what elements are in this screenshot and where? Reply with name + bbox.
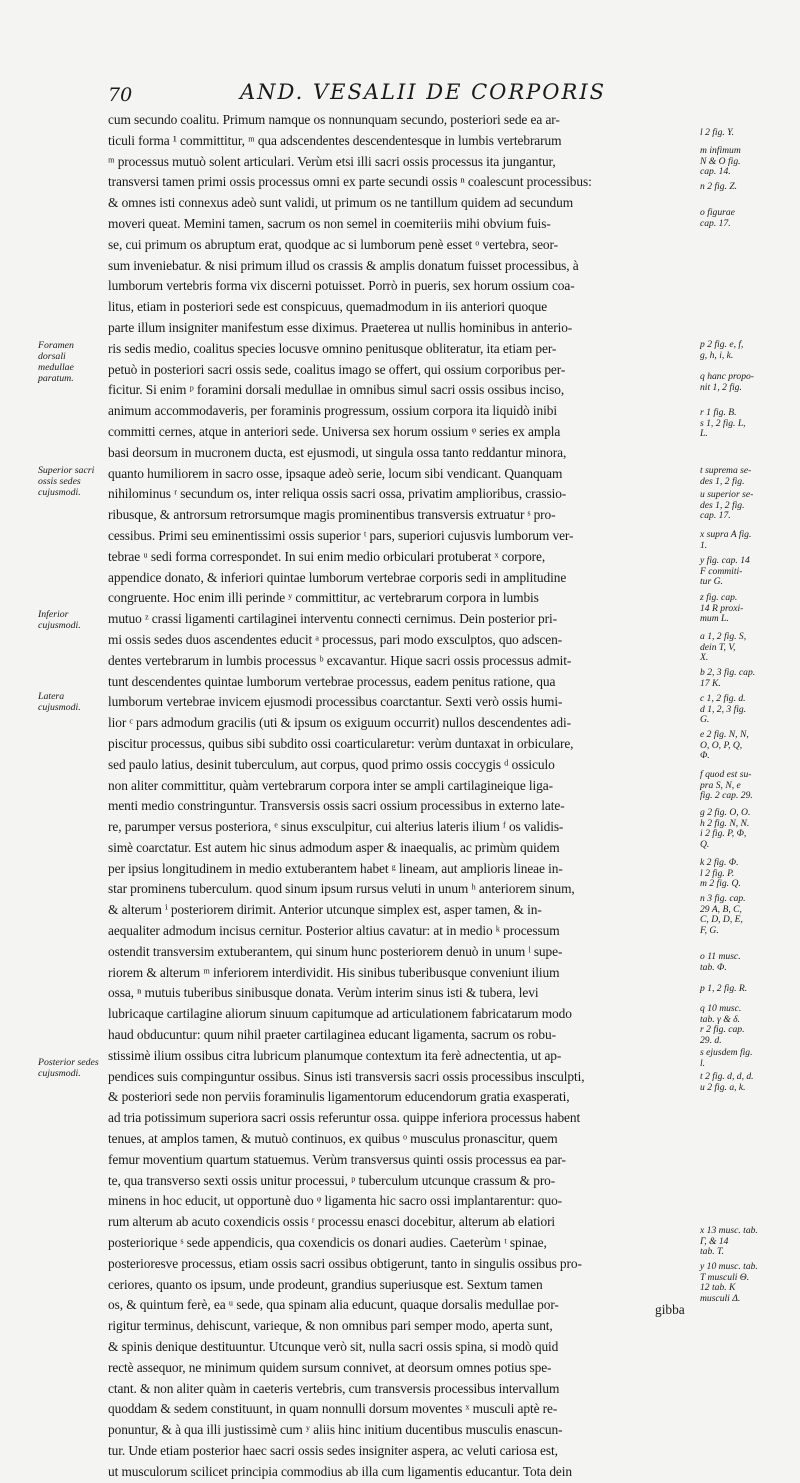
- margin-reference: t 2 fig. d, d, d. u 2 fig. a, k.: [700, 1071, 754, 1093]
- text-line: non aliter committitur, quàm vertebrarum corpora inter se ampli cartilagineique liga-: [108, 777, 553, 793]
- margin-reference: f quod est su- pra S, N, e fig. 2 cap. 29.: [700, 769, 753, 802]
- text-line: se, cui primum os abruptum erat, quodque ac si lumborum penè esset ᵒ vertebra, seor-: [108, 236, 558, 252]
- margin-reference: s ejusdem fig. l.: [700, 1047, 753, 1069]
- text-line: petuò in posteriori sacri ossis sede, coalitus imago se offert, qui ossium corporibus per-: [108, 361, 566, 377]
- margin-note-foramen: Foramen dorsali medullae paratum.: [38, 340, 74, 384]
- text-line: ticuli forma ¹ committitur, ᵐ qua adscendentes descendentesque in lumbis vertebrarum: [108, 132, 562, 148]
- margin-reference: m infimum N & O fig. cap. 14.: [700, 145, 741, 178]
- text-line: ris sedis medio, coalitus species locusve omnino penitusque obliteratur, ita etiam per-: [108, 340, 557, 356]
- text-line: riorem & alterum ᵐ inferiorem interdividit. His sinibus tuberibusque conveniunt ilium: [108, 964, 560, 980]
- text-line: posteriorique ˢ sede appendicis, qua coxendicis os donari audies. Caeterùm ᵗ spinae,: [108, 1235, 547, 1251]
- margin-reference: x supra A fig. 1.: [700, 529, 752, 551]
- text-line: quanto humiliorem in sacro osse, ipsaque adeò serie, locum sibi vendicant. Quanquam: [108, 465, 563, 481]
- text-line: lumborum vertebris forma vix discerni potuisset. Porrò in pueris, sex horum ossium coa-: [108, 278, 575, 294]
- text-line: te, qua transverso sexti ossis unitur processui, ᵖ tuberculum utcunque crassum & pro-: [108, 1172, 556, 1188]
- text-line: simè coarctatur. Est autem hic sinus admodum asper & inaequalis, ac primùm quidem: [108, 839, 560, 855]
- text-line: lumborum vertebrae invicem ejusmodi processibus coarctantur. Sexti verò ossis humi-: [108, 694, 563, 710]
- margin-reference: e 2 fig. N, N, O, O, P, Q, Φ.: [700, 729, 749, 762]
- text-line: tenues, at amplos tamen, & mutuò continuos, ex quibus ᵒ musculus pronascitur, quem: [108, 1131, 558, 1147]
- text-line: quoddam & sedem constituunt, in quam nonnulli dorsum moventes ˣ musculi aptè re-: [108, 1401, 558, 1417]
- text-line: menti medio constringuntur. Transversis ossis sacri ossium processibus in externo late-: [108, 798, 565, 814]
- catchword: gibba: [655, 1302, 685, 1317]
- margin-reference: l 2 fig. Y.: [700, 127, 735, 138]
- text-line: rigitur terminus, dehiscunt, varieque, & non omnibus pari semper modo, aperta sunt,: [108, 1318, 553, 1334]
- margin-note-inferior: Inferior cujusmodi.: [38, 609, 81, 631]
- margin-reference: p 2 fig. e, f, g, h, i, k.: [700, 339, 744, 361]
- margin-reference: y fig. cap. 14 F commiti- tur G.: [700, 555, 750, 588]
- text-line: lubricaque cartilagine aliorum sinuum capitumque ad articulationem fabricatarum modo: [108, 1006, 572, 1022]
- text-line: mutuo ᶻ crassi ligamenti cartilaginei interventu connecti cernimus. Dein posterior pri-: [108, 611, 557, 627]
- text-line: tur. Unde etiam posterior haec sacri ossis sedes insigniter aspera, ac veluti cariosa est,: [108, 1443, 558, 1458]
- text-line: ponuntur, & à qua illi justissimè cum ʸ aliis hinc initium ducentibus musculis enascun-: [108, 1422, 563, 1438]
- margin-reference: n 3 fig. cap. 29 A, B, C, C, D, D, E, F, G.: [700, 893, 746, 936]
- margin-note-posterior-sedes: Posterior sedes cujusmodi.: [38, 1057, 99, 1079]
- margin-reference: b 2, 3 fig. cap. 17 K.: [700, 667, 756, 689]
- text-line: per ipsius longitudinem in medio extuberantem habet ᵍ lineam, aut amplioris lineae in-: [108, 860, 563, 876]
- text-line: ribusque, & antrorsum retrorsumque magis prominentibus transversis extruatur ˢ pro-: [108, 507, 556, 523]
- text-line: & spinis denique destituuntur. Utcunque verò sit, nulla sacri ossis spina, si modò quid: [108, 1339, 559, 1355]
- page-number: 70: [108, 84, 133, 106]
- text-line: & alterum ⁱ posteriorem dirimit. Anterior utcunque simplex est, asper tamen, & in-: [108, 902, 542, 918]
- text-line: parte illum insigniter manifestum esse diximus. Praeterea ut nullis hominibus in anterio-: [108, 319, 573, 335]
- text-line: ostendit transversim extuberantem, qui sinum hunc posteriorem denuò in unum ˡ supe-: [108, 943, 563, 959]
- text-line: ossa, ⁿ mutuis tuberibus sinibusque donata. Verùm interim sinus isti & tubera, levi: [108, 985, 539, 1001]
- text-line: & omnes isti connexus adeò sunt validi, ut primum os ne tantillum quidem ad secundum: [108, 195, 574, 211]
- text-line: dentes vertebrarum in lumbis processus ᵇ excavantur. Hique sacri ossis processus admit-: [108, 652, 572, 668]
- text-line: pendices suis compinguntur ossibus. Sinus isti transversis sacri ossis processibus insculpti,: [108, 1068, 585, 1084]
- text-line: tunt descendentes quintae lumborum vertebrae processus, eadem penitus ratione, qua: [108, 673, 556, 689]
- text-line: lior ᶜ pars admodum gracilis (uti & ipsum os exiguum occurrit) nullos descendentes adi-: [108, 715, 571, 731]
- text-line: ctant. & non aliter quàm in caeteris vertebris, cum transversis processibus intervallum: [108, 1380, 560, 1396]
- text-line: cum secundo coalitu. Primum namque os nonnunquam secundo, posteriori sede ea ar-: [108, 112, 560, 127]
- margin-reference: x 13 musc. tab. Γ, & 14 tab. Τ.: [700, 1225, 758, 1258]
- text-line: mi ossis sedes duos ascendentes educit ᵃ processus, pari modo exsculptos, quo adscen-: [108, 631, 563, 647]
- page-header: [0, 80, 800, 110]
- margin-reference: n 2 fig. Z.: [700, 181, 738, 192]
- text-line: re, parumper versus posteriora, ᵉ sinus exsculpitur, cui alterius lateris ilium ᶠ os validis-: [108, 819, 564, 835]
- text-line: ad tria potissimum superiora sacri ossis referuntur ossa. quippe inferiora processus habent: [108, 1110, 581, 1126]
- text-line: tebrae ᵘ sedi forma correspondet. In sui enim medio orbiculari protuberat ˣ corpore,: [108, 548, 546, 564]
- margin-reference: t suprema se- des 1, 2 fig.: [700, 465, 752, 487]
- running-title: AND. VESALII DE CORPORIS: [240, 80, 607, 104]
- text-line: cessibus. Primi seu eminentissimi ossis superior ᵗ pars, superiori cujusvis lumborum ver-: [108, 527, 574, 543]
- text-line: minens in hoc educit, ut opportunè duo ᵠ ligamenta hic sacro ossi implantarentur: quo-: [108, 1193, 563, 1209]
- text-line: basi deorsum in mucronem ducta, est ejusmodi, ut singula ossa tanto reddantur minora,: [108, 444, 567, 460]
- text-line: femur moventium quartum statuemus. Verùm transversus quinti ossis processus ea par-: [108, 1151, 566, 1167]
- text-line: & posteriori sede non perviis foraminulis ligamentorum educendorum gratia exasperati,: [108, 1089, 570, 1105]
- margin-reference: q hanc propo- nit 1, 2 fig.: [700, 371, 755, 393]
- text-line: rectè assequor, ne minimum quidem sursum connivet, at deorsum omnes potius spe-: [108, 1359, 552, 1375]
- text-line: ut musculorum scilicet principia commodius ab illa cum ligamentis educantur. Tota dein: [108, 1463, 572, 1479]
- text-line: nihilominus ʳ secundum os, inter reliqua ossis sacri ossa, privatim amplioribus, crassio-: [108, 486, 567, 502]
- margin-note-superior-sedes: Superior sacri ossis sedes cujusmodi.: [38, 465, 95, 498]
- text-line: aequaliter admodum incisus cernitur. Posterior altius cavatur: at in medio ᵏ processum: [108, 923, 560, 939]
- text-line: transversi tamen primi ossis processus omni ex parte secundi ossis ⁿ coalescunt processibus:: [108, 174, 592, 190]
- margin-reference: y 10 musc. tab. Τ musculi Θ. 12 tab. Κ musculi Δ.: [700, 1261, 758, 1304]
- margin-reference: o figurae cap. 17.: [700, 207, 735, 229]
- margin-reference: p 1, 2 fig. R.: [700, 983, 748, 994]
- text-line: sum inveniebatur. & nisi primum illud os crassis & amplis donatum fuisset processibus, à: [108, 257, 579, 273]
- text-line: animum accommodaveris, per foraminis progressum, ossium corpora ita liquidò inibi: [108, 403, 557, 419]
- margin-reference: r 1 fig. B. s 1, 2 fig. L, L.: [700, 407, 746, 440]
- text-line: posterioresve processus, etiam ossis sacri ossibus obtigerunt, tanto in singulis ossibus pro-: [108, 1255, 582, 1271]
- text-line: ceriores, quanto os ipsum, unde prodeunt, grandius superiusque est. Sextum tamen: [108, 1276, 543, 1292]
- text-line: ficitur. Si enim ᵖ foramini dorsali medullae in omnibus simul sacri ossis ossibus inciso,: [108, 382, 565, 398]
- main-text-column: [108, 110, 690, 1483]
- text-line: appendice donato, & inferiori quintae lumborum vertebrae corporis sedi in amplitudine: [108, 569, 567, 585]
- margin-reference: o 11 musc. tab. Φ.: [700, 951, 741, 973]
- body-paragraph: [108, 110, 690, 1483]
- margin-reference: q 10 musc. tab. γ & δ. r 2 fig. cap. 29. d.: [700, 1003, 745, 1046]
- margin-reference: c 1, 2 fig. d. d 1, 2, 3 fig. G.: [700, 693, 747, 726]
- text-line: moveri queat. Memini tamen, sacrum os non semel in coemiteriis mihi obvium fuis-: [108, 215, 551, 231]
- margin-note-latera: Latera cujusmodi.: [38, 691, 81, 713]
- text-line: star prominens tuberculum. quod sinum ipsum rursus veluti in unum ʰ anteriorem sinum,: [108, 881, 575, 897]
- text-line: litus, etiam in posteriori sede est conspicuus, quemadmodum in iis anteriori quoque: [108, 299, 548, 315]
- margin-reference: g 2 fig. O, O. h 2 fig. N, N. i 2 fig. P, Φ, Q.: [700, 807, 751, 850]
- margin-reference: k 2 fig. Φ. l 2 fig. P. m 2 fig. Q.: [700, 857, 741, 890]
- text-line: haud obducuntur: quum nihil praeter cartilaginea educant ligamenta, sacrum os robu-: [108, 1027, 556, 1043]
- text-line: os, & quintum ferè, ea ᵘ sede, qua spinam alia educunt, quaque dorsalis medullae por-: [108, 1297, 559, 1313]
- margin-reference: a 1, 2 fig. S, dein T, V, X.: [700, 631, 747, 664]
- text-line: congruente. Hoc enim illi perinde ʸ committitur, ac vertebrarum corpora in lumbis: [108, 590, 539, 606]
- text-line: sed paulo latius, desinit tuberculum, aut corpus, quod primo ossis coccygis ᵈ ossiculo: [108, 756, 555, 772]
- text-line: rum alterum ab acuto coxendicis ossis ʳ processu enasci docebitur, alterum ab elatiori: [108, 1214, 556, 1230]
- text-line: stissimè ilium ossibus citra lubricum planumque contextum ita ferè adnectentia, ut ap-: [108, 1047, 562, 1063]
- text-line: ᵐ processus mutuò solent articulari. Verùm etsi illi sacri ossis processus ita jungantur,: [108, 153, 556, 169]
- text-line: piscitur processus, quibus sibi subdito ossi coarticularetur: verùm duntaxat in orbiculare,: [108, 735, 574, 751]
- margin-reference: u superior se- des 1, 2 fig. cap. 17.: [700, 489, 754, 522]
- text-line: committi cernes, atque in anteriori sede. Universa sex horum ossium ᵠ series ex ampla: [108, 423, 561, 439]
- margin-reference: z fig. cap. 14 R proxi- mum L.: [700, 592, 744, 625]
